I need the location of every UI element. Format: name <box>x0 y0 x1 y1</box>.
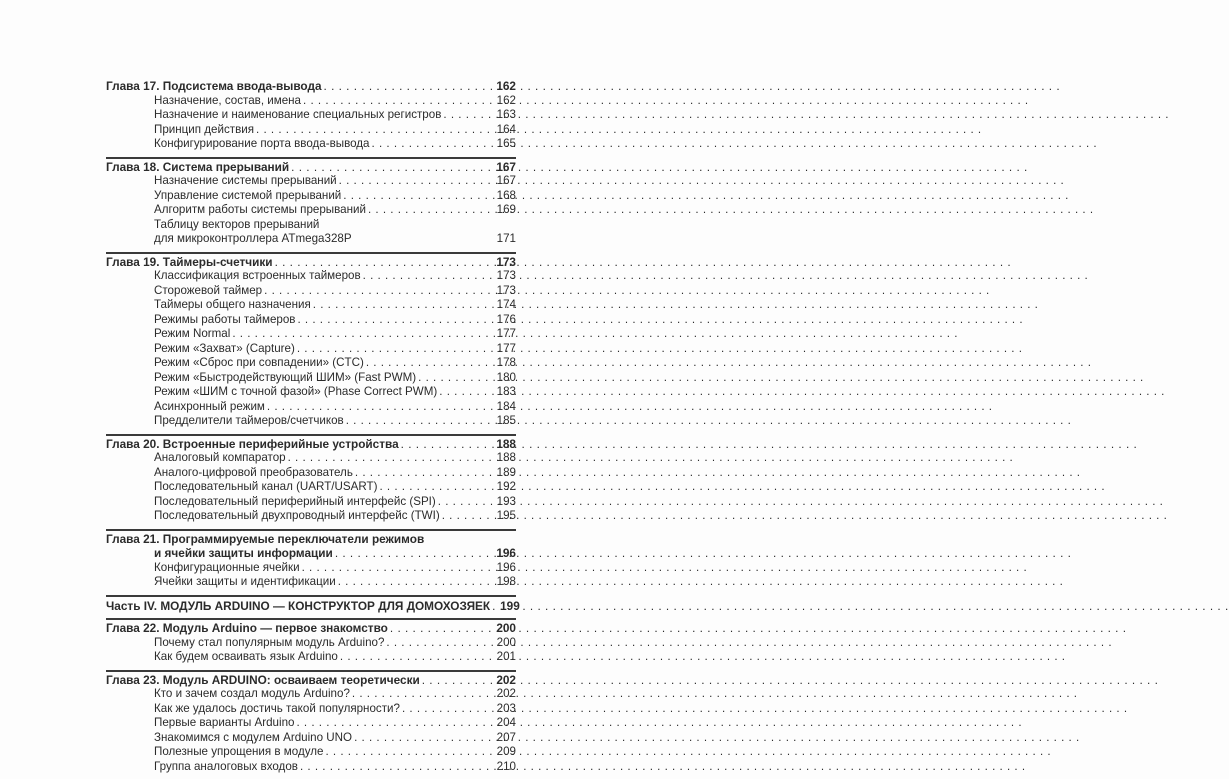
chapter-title: Модуль ARDUINO: осваиваем теоретически <box>162 672 420 687</box>
page-number: 173 <box>496 254 516 269</box>
toc-entry-wrap-line[interactable] <box>106 218 516 233</box>
chapter-heading-line1[interactable] <box>106 532 516 547</box>
page-number: 168 <box>496 188 516 202</box>
toc-entry[interactable] <box>106 760 516 775</box>
page-number: 171 <box>496 232 516 245</box>
toc-entry[interactable] <box>106 232 516 247</box>
toc-entry[interactable] <box>106 371 516 386</box>
entry-title: Режимы работы таймеров <box>154 312 296 326</box>
entry-title: Аналоговый компаратор <box>154 451 286 464</box>
entry-title: Как же удалось достичь такой популярности? <box>154 701 400 715</box>
chapter-label: Глава 19. <box>106 254 160 269</box>
entry-title: Ячейки защиты и идентификации <box>154 575 336 588</box>
chapter-23 <box>106 670 516 775</box>
entry-title: Последовательный канал (UART/USART) <box>154 480 378 493</box>
toc-entry[interactable] <box>106 356 516 371</box>
chapter-heading[interactable] <box>106 160 516 175</box>
toc-entry[interactable] <box>106 94 516 109</box>
page-number: 176 <box>496 312 516 326</box>
chapter-title: Таймеры-счетчики <box>162 254 273 269</box>
entry-title: Режим «Быстродействующий ШИМ» (Fast PWM) <box>154 370 417 384</box>
chapter-label: Глава 23. <box>106 672 160 687</box>
page-number: 209 <box>496 745 516 758</box>
chapter-title: Подсистема ввода-вывода <box>162 79 322 93</box>
toc-entry[interactable] <box>106 466 516 481</box>
page-number: 185 <box>496 414 516 427</box>
page-number: 162 <box>496 93 516 107</box>
toc-entry[interactable] <box>106 650 516 665</box>
page-number: 189 <box>496 465 516 479</box>
chapter-label: Глава 17. <box>106 79 160 93</box>
toc-entry[interactable] <box>106 414 516 429</box>
page-number: 163 <box>496 108 516 121</box>
chapter-heading-line2[interactable] <box>106 546 516 561</box>
page-number: 188 <box>496 436 516 451</box>
chapter-17 <box>106 78 516 152</box>
toc-entry[interactable] <box>106 480 516 495</box>
toc-entry[interactable] <box>106 400 516 415</box>
toc-entry[interactable] <box>106 313 516 328</box>
page-number: 200 <box>496 621 516 635</box>
entry-title: Как будем осваивать язык Arduino <box>154 650 338 663</box>
page-number: 210 <box>496 759 516 773</box>
chapter-label: Глава 22. <box>106 621 160 635</box>
chapter-20 <box>106 434 516 524</box>
entry-title: Режим Normal <box>154 327 231 340</box>
toc-entry[interactable] <box>106 108 516 123</box>
page-number: 193 <box>496 494 516 508</box>
chapter-title: Модуль Arduino — первое знакомство <box>162 621 388 635</box>
entry-title: Кто и зачем создал модуль Arduino? <box>154 687 350 700</box>
entry-title: Назначение, состав, имена <box>154 93 302 107</box>
toc-entry[interactable] <box>106 174 516 189</box>
chapter-heading[interactable] <box>106 79 516 94</box>
toc-entry[interactable] <box>106 342 516 357</box>
part-title: Часть IV. МОДУЛЬ ARDUINO — КОНСТРУКТОР ДЛЯ ДОМОХОЗЯЕК <box>106 598 491 613</box>
entry-title: Принцип действия <box>154 122 254 136</box>
toc-entry[interactable] <box>106 561 516 576</box>
toc-entry[interactable] <box>106 298 516 313</box>
chapter-21 <box>106 529 516 590</box>
toc-entry[interactable] <box>106 327 516 342</box>
page-number: 169 <box>496 203 516 216</box>
page-number: 202 <box>496 672 516 687</box>
page-number: 188 <box>496 451 516 464</box>
page-number: 173 <box>496 283 516 297</box>
entry-title: Назначение системы прерываний <box>154 174 337 187</box>
entry-title: Таймеры общего назначения <box>154 298 311 311</box>
entry-title: Аналого-цифровой преобразователь <box>154 465 353 479</box>
entry-title: Группа аналоговых входов <box>154 759 298 773</box>
page-number: 196 <box>496 546 516 560</box>
chapter-heading[interactable] <box>106 673 516 688</box>
entry-title: Таблицу векторов прерываний <box>154 217 320 231</box>
toc-entry[interactable] <box>106 137 516 152</box>
chapter-label: Глава 20. <box>106 436 160 451</box>
page-number: 199 <box>500 598 520 613</box>
table-of-contents <box>106 78 520 779</box>
entry-title: Режим «Захват» (Capture) <box>154 341 295 355</box>
page-number: 180 <box>496 370 516 384</box>
chapter-title: Система прерываний <box>162 159 290 174</box>
toc-entry[interactable] <box>106 731 516 746</box>
entry-title: Знакомимся с модулем Arduino UNO <box>154 730 353 744</box>
page-number: 202 <box>496 687 516 700</box>
entry-title: Предделители таймеров/счетчиков <box>154 414 344 427</box>
page-number: 167 <box>496 159 516 174</box>
part-heading[interactable] <box>106 598 520 614</box>
toc-entry[interactable] <box>106 745 516 760</box>
toc-entry[interactable] <box>106 509 516 524</box>
chapter-title: Встроенные периферийные устройства <box>162 436 399 451</box>
entry-title: Режим «ШИМ с точной фазой» (Phase Correct PWM) <box>154 385 438 398</box>
part-4 <box>106 595 520 614</box>
page-number: 183 <box>496 385 516 398</box>
entry-title: Назначение и наименование специальных регистров <box>154 108 442 121</box>
page-number: 184 <box>496 399 516 413</box>
page-number: 204 <box>496 716 516 729</box>
entry-title: для микроконтроллера ATmega328P <box>154 232 352 245</box>
toc-entry[interactable] <box>106 189 516 204</box>
entry-title: Классификация встроенных таймеров <box>154 269 361 282</box>
chapter-heading[interactable] <box>106 621 516 636</box>
chapter-heading[interactable] <box>106 255 516 270</box>
toc-entry[interactable] <box>106 284 516 299</box>
chapter-19 <box>106 252 516 429</box>
entry-title: Последовательный двухпроводный интерфейс (TWI) <box>154 509 440 522</box>
entry-title: Первые варианты Arduino <box>154 716 295 729</box>
entry-title: Управление системой прерываний <box>154 188 342 202</box>
page-number: 200 <box>496 635 516 649</box>
toc-entry[interactable] <box>106 716 516 731</box>
page-number: 207 <box>496 730 516 744</box>
page-number: 177 <box>496 327 516 340</box>
chapter-title: Программируемые переключатели режимов <box>162 531 425 546</box>
entry-title: Конфигурационные ячейки <box>154 560 300 574</box>
toc-entry[interactable] <box>106 636 516 651</box>
page-number: 174 <box>496 298 516 311</box>
toc-entry[interactable] <box>106 575 516 590</box>
page-number: 165 <box>496 137 516 150</box>
chapter-22 <box>106 618 516 665</box>
entry-title: Алгоритм работы системы прерываний <box>154 203 366 216</box>
toc-entry[interactable] <box>106 203 516 218</box>
page-number: 192 <box>496 480 516 493</box>
entry-title: Конфигурирование порта ввода-вывода <box>154 137 370 150</box>
chapter-label: Глава 21. <box>106 531 160 546</box>
entry-title: Последовательный периферийный интерфейс (SPI) <box>154 494 436 508</box>
toc-entry[interactable] <box>106 385 516 400</box>
page-number: 173 <box>496 269 516 282</box>
toc-entry[interactable] <box>106 269 516 284</box>
page-number: 178 <box>496 356 516 369</box>
toc-entry[interactable] <box>106 687 516 702</box>
toc-entry[interactable] <box>106 123 516 138</box>
page-number: 177 <box>496 341 516 355</box>
chapter-title-cont: и ячейки защиты информации <box>154 546 333 560</box>
page-number: 162 <box>496 79 516 93</box>
page-number: 201 <box>496 650 516 663</box>
entry-title: Режим «Сброс при совпадении» (CTC) <box>154 356 364 369</box>
entry-title: Сторожевой таймер <box>154 283 263 297</box>
toc-entry[interactable] <box>106 495 516 510</box>
page-number: 198 <box>496 575 516 588</box>
page-number: 195 <box>496 509 516 522</box>
page-number: 164 <box>496 122 516 136</box>
entry-title: Почему стал популярным модуль Arduino? <box>154 635 385 649</box>
chapter-label: Глава 18. <box>106 159 160 174</box>
chapter-18 <box>106 157 516 247</box>
entry-title: Полезные упрощения в модуле <box>154 745 324 758</box>
page-number: 196 <box>496 560 516 574</box>
toc-entry[interactable] <box>106 451 516 466</box>
chapter-heading[interactable] <box>106 437 516 452</box>
entry-title: Асинхронный режим <box>154 399 265 413</box>
page-number: 167 <box>496 174 516 187</box>
page-number: 203 <box>496 701 516 715</box>
toc-entry[interactable] <box>106 702 516 717</box>
